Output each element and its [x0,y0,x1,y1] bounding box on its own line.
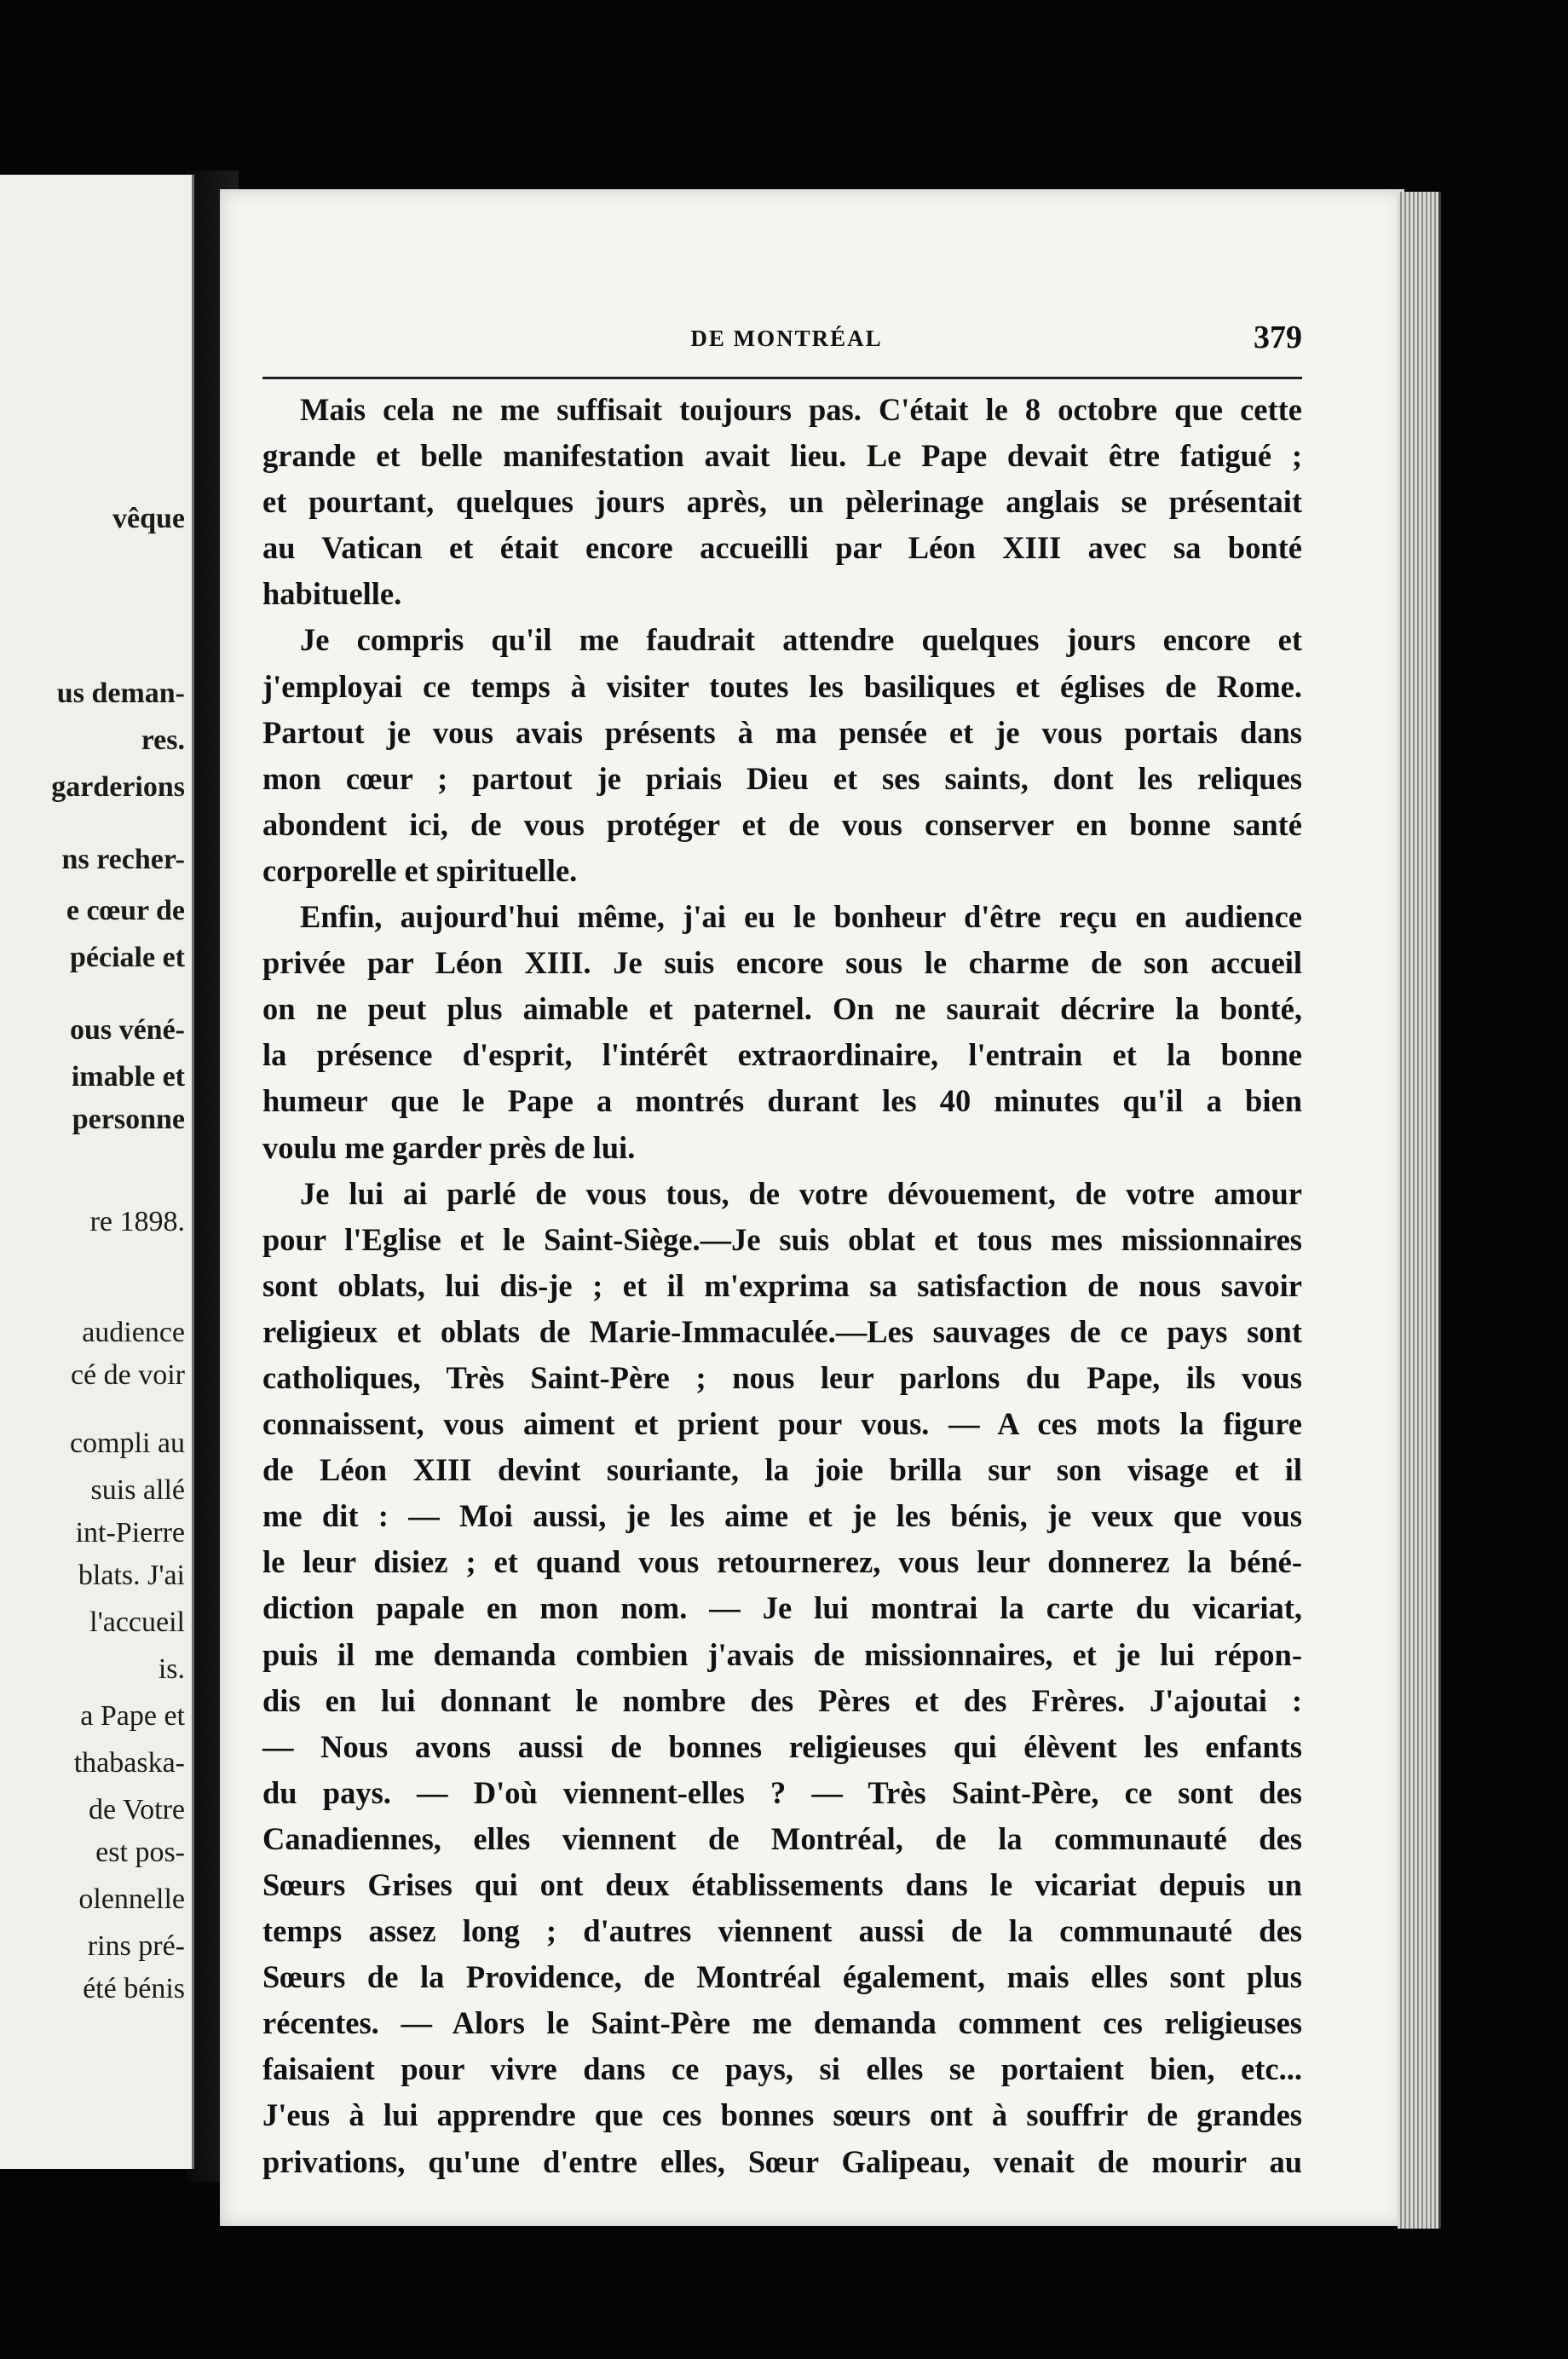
text-line: la présence d'esprit, l'intérêt extraordinaire, l'entrain et la bonne [262,1037,1302,1073]
text-line: du pays. — D'où viennent-elles ? — Très Saint-Père, ce sont des [262,1774,1302,1810]
facing-page-line: thabaska- [73,1747,185,1779]
text-line: privations, qu'une d'entre elles, Sœur Galipeau, venait de mourir au [262,2143,1302,2179]
text-line: me dit : — Moi aussi, je les aime et je les bénis, je veux que vous [262,1498,1302,1534]
facing-page-line: us deman- [56,678,185,709]
text-line: temps assez long ; d'autres viennent aussi de la communauté des [262,1913,1302,1949]
facing-page-line: est pos- [95,1837,185,1868]
body-text [262,387,1302,2185]
facing-page-line: e cœur de [66,895,185,926]
facing-page-line: garderions [51,771,185,803]
text-line: Je compris qu'il me faudrait attendre quelques jours encore et [300,622,1302,658]
text-line: mon cœur ; partout je priais Dieu et ses saints, dont les reliques [262,760,1302,796]
text-line: habituelle. [262,576,402,612]
text-line: voulu me garder près de lui. [262,1129,636,1165]
header-rule [262,377,1302,379]
text-line: dis en lui donnant le nombre des Pères et des Frères. J'ajoutai : [262,1682,1302,1718]
text-line: faisaient pour vivre dans ce pays, si elles se portaient bien, etc... [262,2051,1302,2087]
facing-page-line: blats. J'ai [78,1560,185,1591]
book-page [220,189,1404,2226]
text-line: religieux et oblats de Marie-Immaculée.—Les sauvages de ce pays sont [262,1313,1302,1349]
text-line: abondent ici, de vous protéger et de vous conserver en bonne santé [262,806,1302,842]
text-line: Enfin, aujourd'hui même, j'ai eu le bonheur d'être reçu en audience [300,899,1302,935]
facing-page-line: int-Pierre [75,1517,185,1549]
facing-page-line: péciale et [70,942,185,973]
facing-page-line: audience [82,1317,185,1348]
facing-page-line: rins pré- [87,1930,185,1962]
text-line: Partout je vous avais présents à ma pensée et je vous portais dans [262,714,1302,750]
facing-page-line: res. [141,724,185,756]
text-line: Je lui ai parlé de vous tous, de votre dévouement, de votre amour [300,1175,1302,1211]
text-line: et pourtant, quelques jours après, un pèlerinage anglais se présentait [262,484,1302,520]
text-line: J'eus à lui apprendre que ces bonnes sœurs ont à souffrir de grandes [262,2097,1302,2133]
text-line: connaissent, vous aiment et prient pour vous. — A ces mots la figure [262,1406,1302,1442]
page-header [271,319,1302,368]
facing-page-fragment [0,175,194,2169]
facing-page-line: imable et [71,1061,185,1093]
text-line: Sœurs Grises qui ont deux établissements dans le vicariat depuis un [262,1867,1302,1902]
text-line: j'employai ce temps à visiter toutes les basiliques et églises de Rome. [262,668,1302,704]
text-line: catholiques, Très Saint-Père ; nous leur parlons du Pape, ils vous [262,1359,1302,1395]
text-line: corporelle et spirituelle. [262,852,578,888]
facing-page-line: de Votre [88,1794,185,1825]
text-line: humeur que le Pape a montrés durant les 40 minutes qu'il a bien [262,1083,1302,1119]
text-line: de Léon XIII devint souriante, la joie brilla sur son visage et il [262,1452,1302,1488]
facing-page-line: vêque [112,503,185,534]
text-line: — Nous avons aussi de bonnes religieuses qui élèvent les enfants [262,1728,1302,1764]
text-line: récentes. — Alors le Saint-Père me demanda comment ces religieuses [262,2005,1302,2041]
page-edges [1398,192,1441,2229]
facing-page-line: personne [72,1104,185,1135]
facing-page-line: ns recher- [61,844,185,875]
text-line: pour l'Eglise et le Saint-Siège.—Je suis oblat et tous mes missionnaires [262,1221,1302,1257]
facing-page-line: suis allé [90,1474,185,1506]
facing-page-line: a Pape et [80,1700,185,1732]
text-line: privée par Léon XIII. Je suis encore sous le charme de son accueil [262,945,1302,981]
running-head: DE MONTRÉAL [690,326,883,351]
text-line: au Vatican et était encore accueilli par Léon XIII avec sa bonté [262,530,1302,566]
text-line: grande et belle manifestation avait lieu. Le Pape devait être fatigué ; [262,438,1302,474]
facing-page-line: l'accueil [89,1606,185,1638]
text-line: Canadiennes, elles viennent de Montréal, de la communauté des [262,1820,1302,1856]
text-line: le leur disiez ; et quand vous retournerez, vous leur donnerez la béné- [262,1544,1302,1580]
page-number: 379 [1254,320,1302,355]
facing-page-line: ous véné- [69,1014,185,1046]
text-line: Mais cela ne me suffisait toujours pas. C'était le 8 octobre que cette [300,392,1302,427]
text-line: diction papale en mon nom. — Je lui montrai la carte du vicariat, [262,1590,1302,1626]
facing-page-line: olennelle [78,1883,185,1915]
text-line: on ne peut plus aimable et paternel. On ne saurait décrire la bonté, [262,991,1302,1027]
facing-page-line: is. [158,1653,185,1685]
text-line: puis il me demanda combien j'avais de missionnaires, et je lui répon- [262,1636,1302,1672]
facing-page-line: compli au [69,1428,185,1459]
facing-page-line: été bénis [83,1973,185,2004]
text-line: sont oblats, lui dis-je ; et il m'exprima sa satisfaction de nous savoir [262,1267,1302,1303]
facing-page-line: re 1898. [89,1206,185,1237]
facing-page-line: cé de voir [70,1359,185,1391]
text-line: Sœurs de la Providence, de Montréal également, mais elles sont plus [262,1959,1302,1995]
